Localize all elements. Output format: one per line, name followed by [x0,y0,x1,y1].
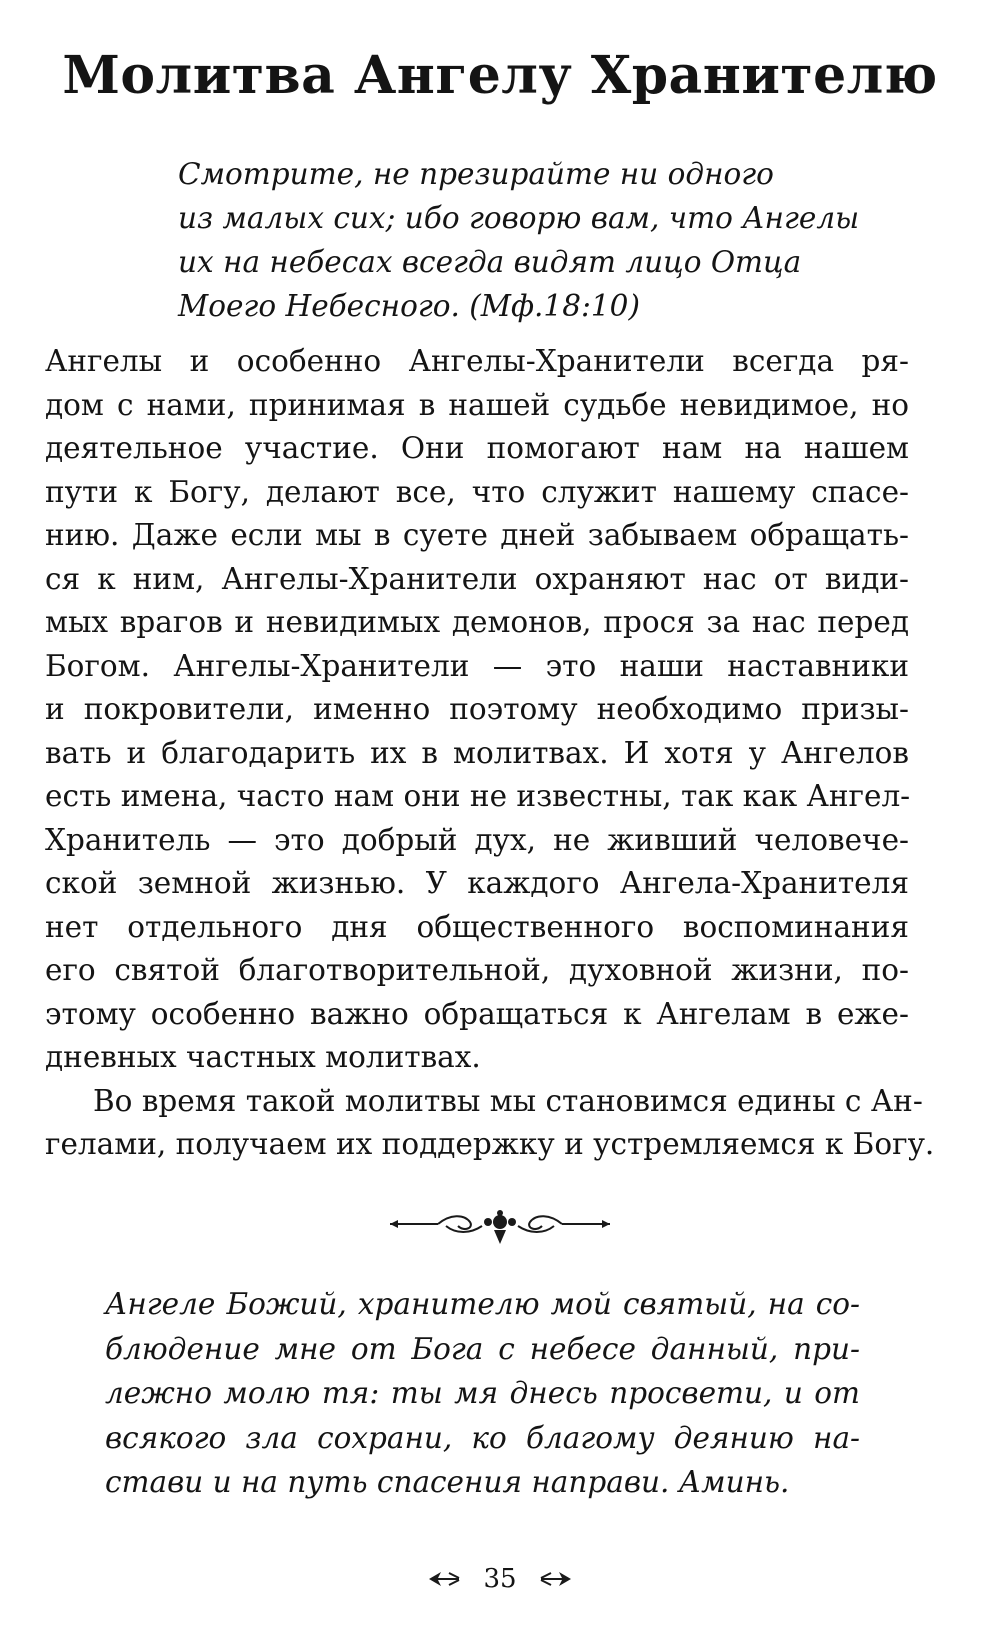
left-arrow-ornament-icon [427,1569,461,1589]
text-line: дневных частных молитвах. [45,1040,481,1074]
text-line: Ангелы и особенно Ангелы-Хранители всегда ря- [45,344,909,378]
text-line: нет отдельного дня общественного воспоминания [45,909,909,944]
text-line: мых врагов и невидимых демонов, прося за нас перед [45,605,909,639]
epigraph-line: из малых сих; ибо говорю вам, что Ангелы [178,201,860,235]
prayer-line: Ангеле Божий, хранителю мой святый, на со- [105,1287,860,1321]
epigraph-line: Моего Небесного. (Мф.18:10) [178,289,640,323]
text-line: Богом. Ангелы-Хранители — это наши наставники [45,648,909,683]
body-text [45,340,935,1167]
text-line: этому особенно важно обращаться к Ангелам в еже- [45,996,909,1031]
prayer-text [105,1282,860,1505]
prayer-line: всякого зла сохрани, ко благому деянию на- [105,1420,860,1455]
text-line: ся к ним, Ангелы-Хранители охраняют нас от види- [45,561,909,596]
text-line: Хранитель — это добрый дух, не живший человече- [45,822,909,857]
text-line: ской земной жизнью. У каждого Ангела-Хранителя [45,866,909,900]
text-line: дом с нами, принимая в нашей судьбе невидимое, но [45,387,909,422]
text-line: вать и благодарить их в молитвах. И хотя у Ангелов [45,735,909,770]
right-arrow-ornament-icon [539,1569,573,1589]
text-line: пути к Богу, делают все, что служит нашему спасе- [45,474,909,509]
text-line: нию. Даже если мы в суете дней забываем обращать- [45,518,909,552]
paragraph-1 [45,340,909,1080]
epigraph [178,152,898,328]
page-number: 35 [483,1564,517,1594]
text-line: Во время такой молитвы мы становимся едины с Ан- [93,1083,923,1118]
page-footer [0,1563,1000,1594]
epigraph-line: Смотрите, не презирайте ни одного [178,157,774,191]
text-line: и покровители, именно поэтому необходимо призы- [45,692,909,726]
paragraph-2 [45,1080,935,1167]
text-line: есть имена, часто нам они не известны, так как Ангел- [45,779,911,813]
page-title: Молитва Ангелу Хранителю [62,45,938,106]
epigraph-line: их на небесах всегда видят лицо Отца [178,245,802,279]
text-line: деятельное участие. Они помогают нам на нашем [45,431,909,465]
prayer-line: блюдение мне от Бога с небесе данный, при- [105,1331,860,1366]
text-line: его святой благотворительной, духовной жизни, по- [45,953,909,987]
prayer-line: лежно молю тя: ты мя днесь просвети, и от [105,1376,860,1410]
floral-divider-icon [390,1210,610,1250]
prayer-line: стави и на путь спасения направи. Аминь. [105,1465,790,1499]
text-line: гелами, получаем их поддержку и устремляемся к Богу. [45,1127,935,1161]
